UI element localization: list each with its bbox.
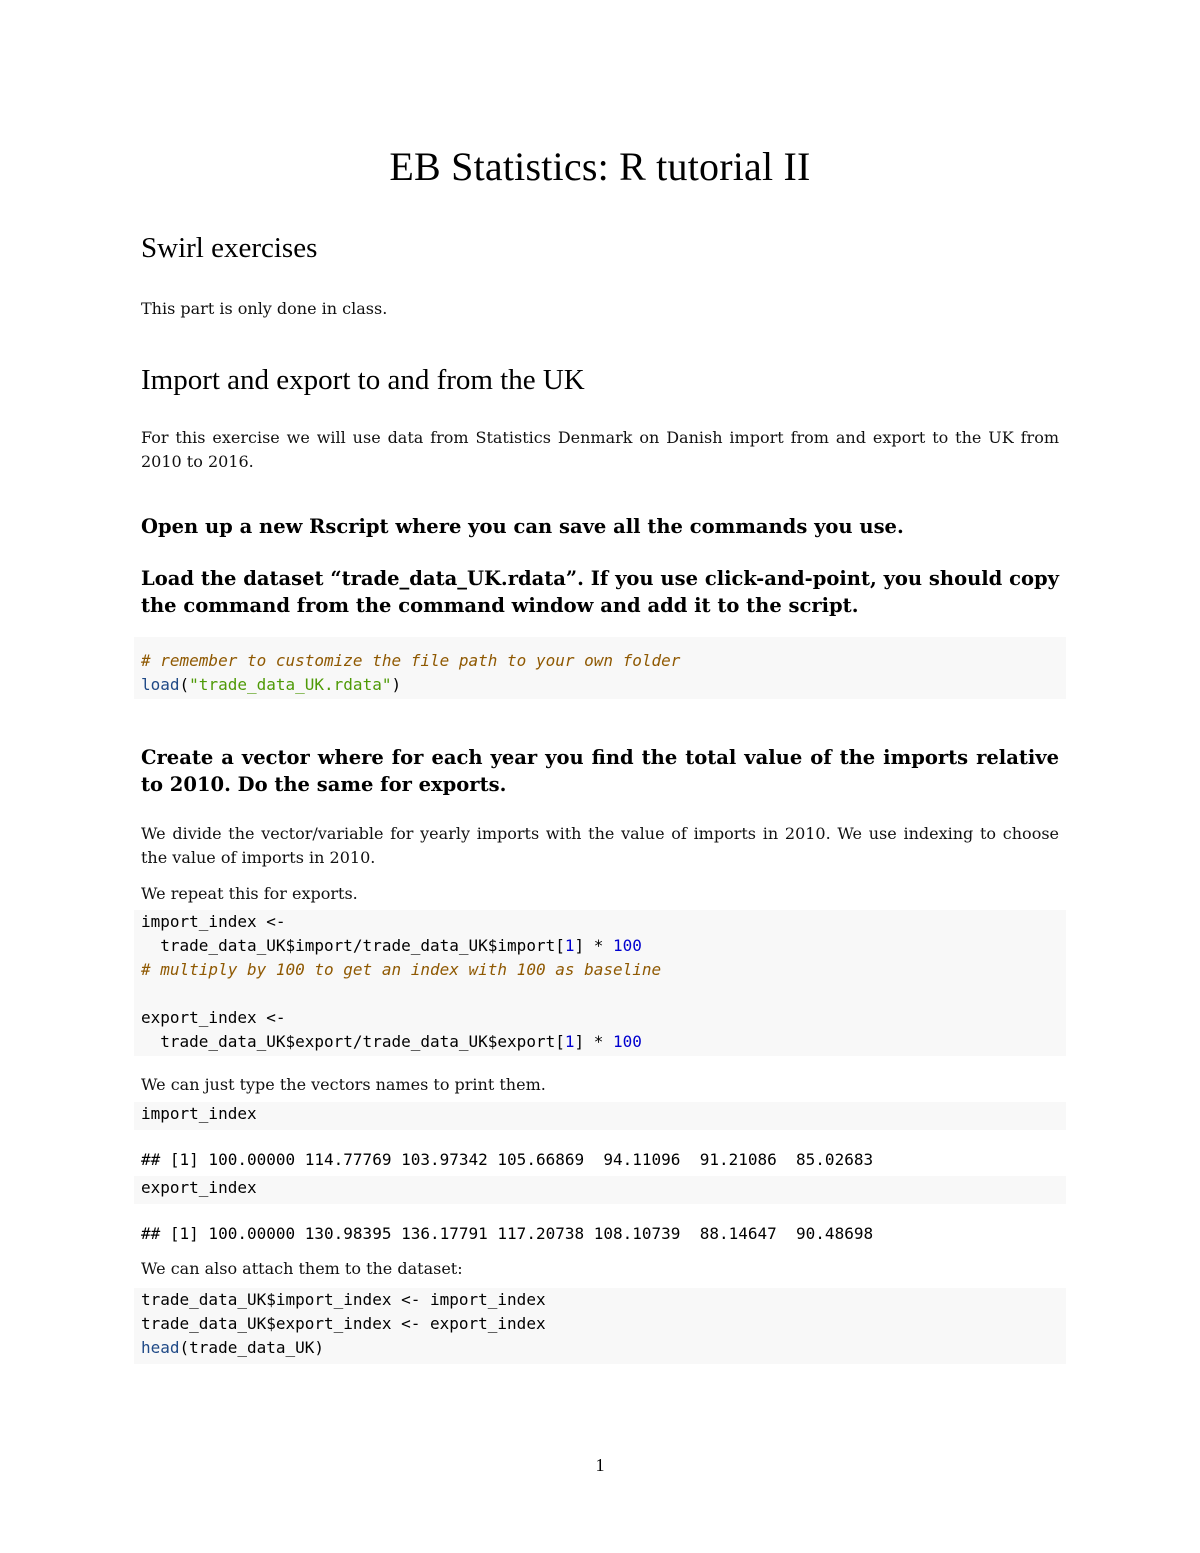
paragraph-divide: We divide the vector/variable for yearly imports with the value of imports in 2010. We use indexing to choose the value of imports in 2010. — [141, 824, 1059, 867]
code-function: load — [141, 675, 180, 694]
section-heading-swirl: Swirl exercises — [141, 232, 318, 264]
paragraph-attach: We can also attach them to the dataset: — [141, 1259, 463, 1278]
trade-intro: For this exercise we will use data from Statistics Denmark on Danish import from and export to the UK from 2010 to 2016. — [141, 428, 1059, 471]
output-export-index: ## [1] 100.00000 130.98395 136.17791 117.20738 108.10739 88.14647 90.48698 — [141, 1224, 874, 1243]
section-heading-trade: Import and export to and from the UK — [141, 364, 585, 396]
code-block-export-index: export_index — [134, 1176, 1066, 1204]
code-block-index: import_index <- trade_data_UK$import/trade_data_UK$import[1] * 100 # multiply by 100 to get an index with 100 as baseline export_index <- trade_data_UK$export/trade_data_UK$export[1] * 100 — [134, 910, 1066, 1056]
code-comment: # remember to customize the file path to your own folder — [141, 651, 681, 670]
code-comment: # multiply by 100 to get an index with 100 as baseline — [141, 960, 662, 979]
code-block-import-index: import_index — [134, 1102, 1066, 1130]
page-number: 1 — [595, 1455, 605, 1475]
task-heading-vector: Create a vector where for each year you find the total value of the imports relative to 2010. Do the same for exports. — [141, 746, 1059, 796]
code-string: "trade_data_UK.rdata" — [189, 675, 392, 694]
task-heading-rscript: Open up a new Rscript where you can save all the commands you use. — [141, 515, 904, 538]
output-import-index: ## [1] 100.00000 114.77769 103.97342 105.66869 94.11096 91.21086 85.02683 — [141, 1150, 874, 1169]
paragraph-repeat: We repeat this for exports. — [141, 884, 358, 903]
swirl-text: This part is only done in class. — [141, 299, 388, 318]
code-block-load: # remember to customize the file path to your own folder load("trade_data_UK.rdata") — [134, 637, 1066, 699]
task-heading-load: Load the dataset “trade_data_UK.rdata”. If you use click-and-point, you should copy the command from the command window and add it to the script. — [141, 567, 1059, 617]
paragraph-print: We can just type the vectors names to print them. — [141, 1075, 546, 1094]
code-block-attach: trade_data_UK$import_index <- import_index trade_data_UK$export_index <- export_index head(trade_data_UK) — [134, 1288, 1066, 1364]
code-function: head — [141, 1338, 180, 1357]
document-title: EB Statistics: R tutorial II — [389, 144, 811, 189]
